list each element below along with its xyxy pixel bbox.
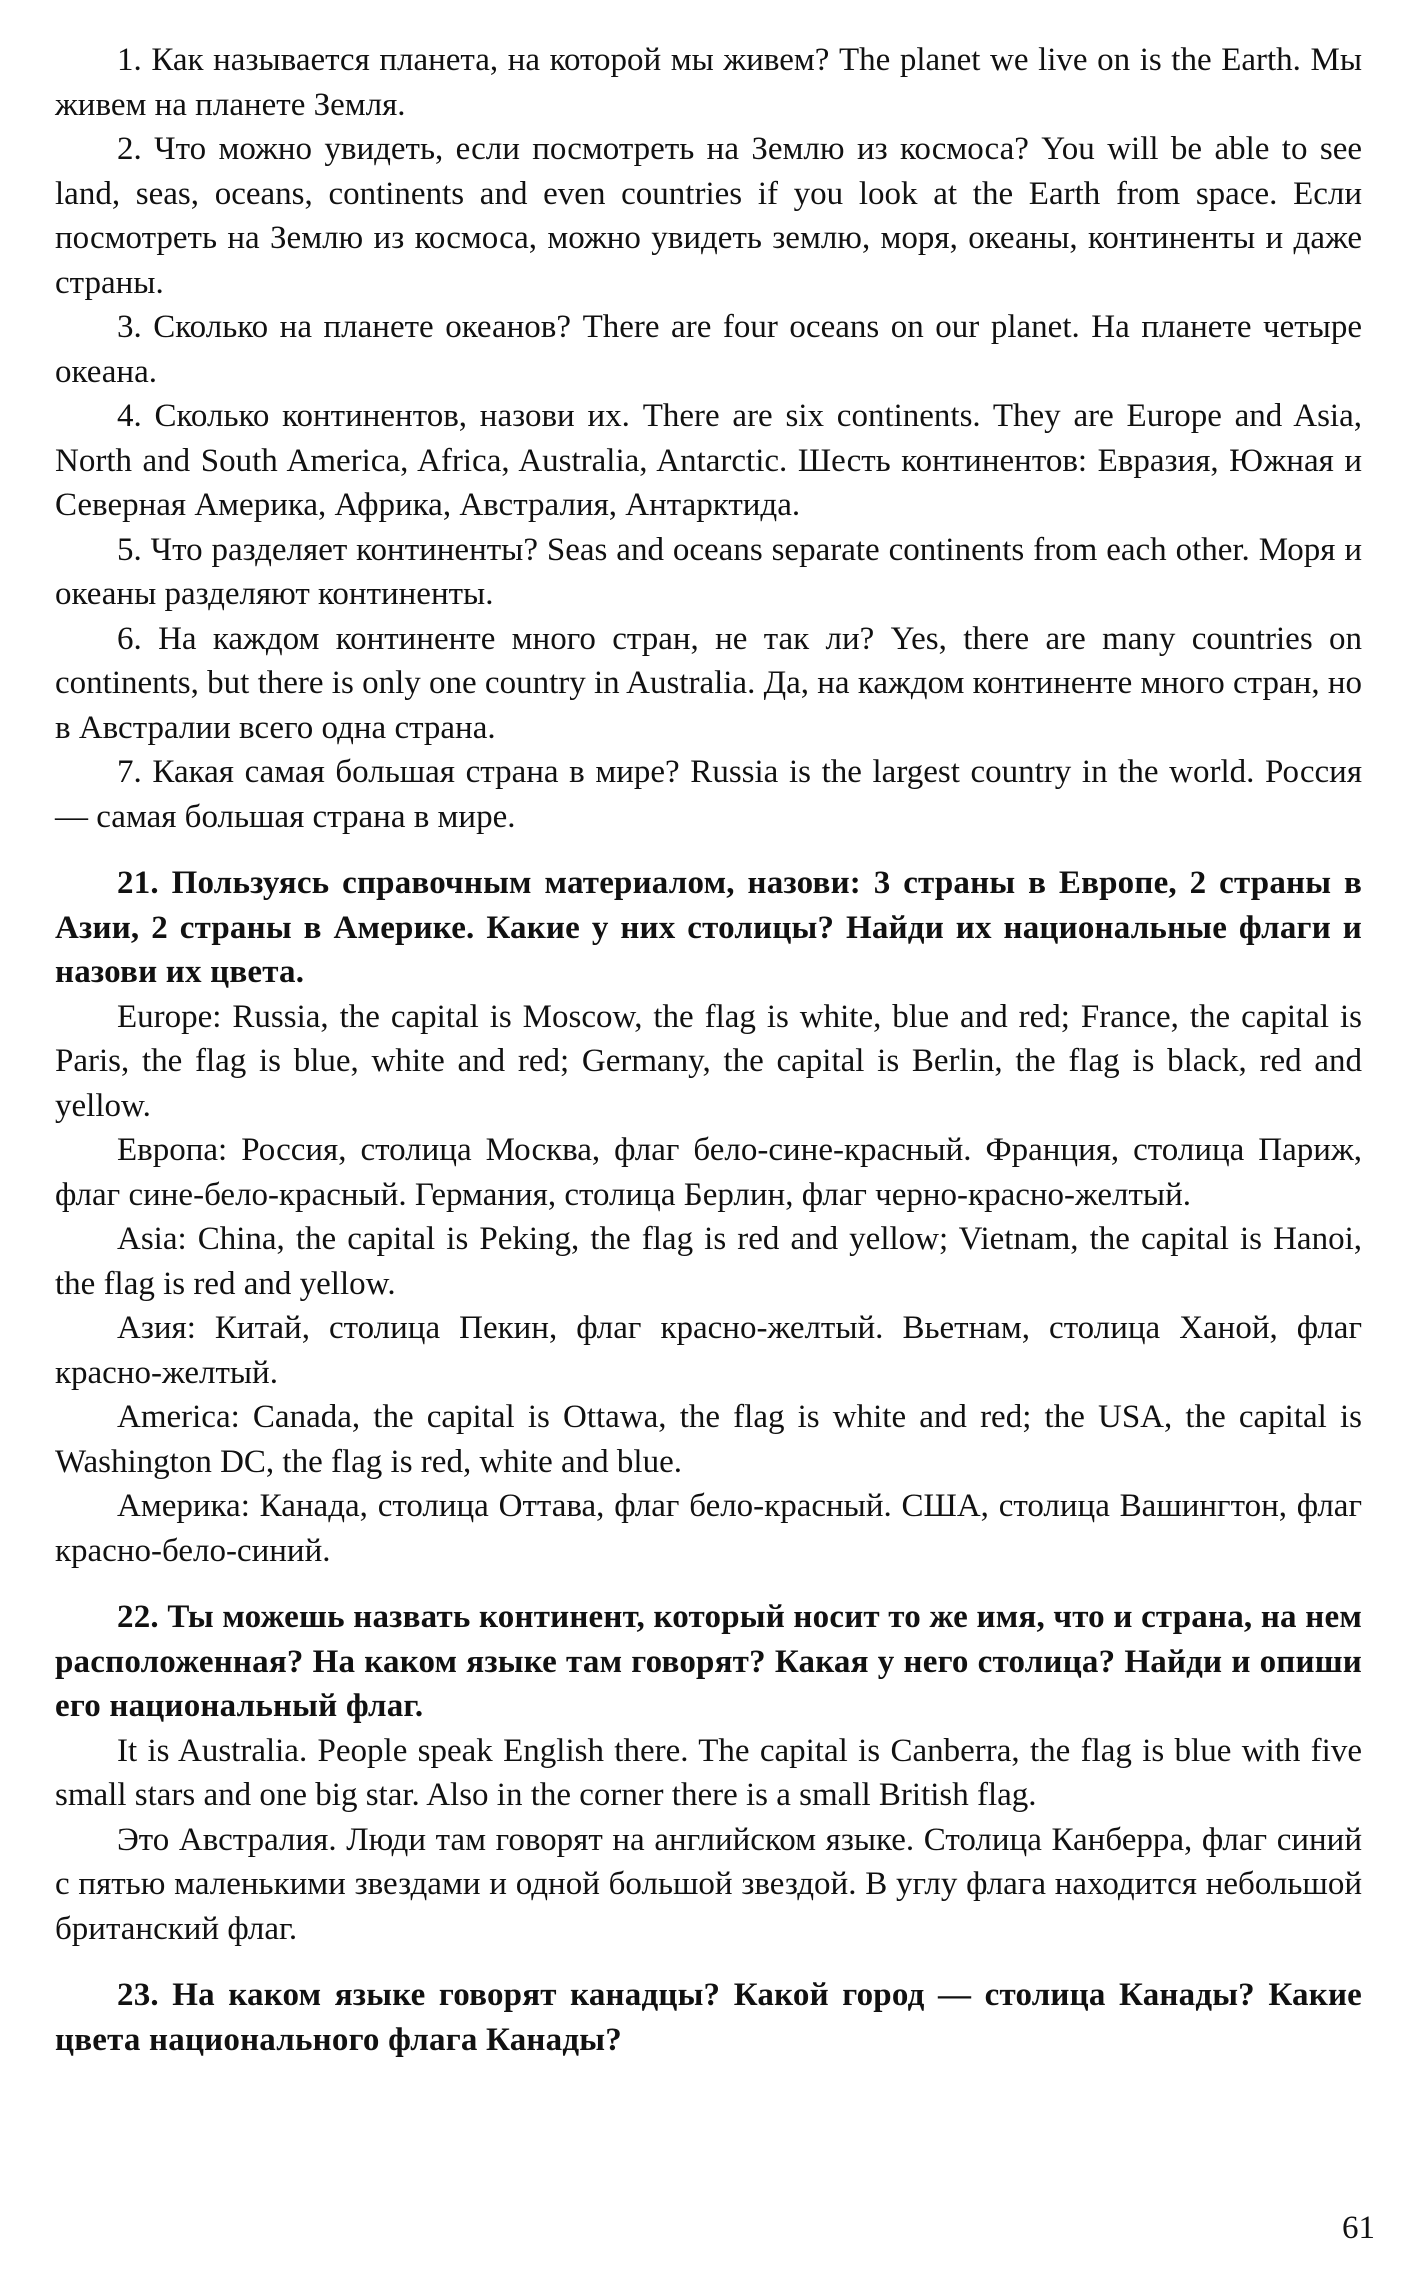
task-21-answer: Америка: Канада, столица Оттава, флаг бело-красный. США, столица Вашингтон, флаг красно-бело-синий.	[55, 1488, 1362, 1569]
task-22-heading: 22. Ты можешь назвать континент, который носит то же имя, что и страна, на нем расположенная? На каком языке там говорят? Какая у него столица? Найди и опиши его национальный флаг.	[55, 1599, 1362, 1724]
answer-paragraph: 5. Что разделяет континенты? Seas and oceans separate continents from each other. Моря и океаны разделяют континенты.	[55, 531, 1362, 612]
answer-paragraph: 4. Сколько континентов, назови их. There are six continents. They are Europe and Asia, North and South America, Africa, Australia, Antarctic. Шесть континентов: Евразия, Южная и Северная Америка, Африка, Австралия, Антарктида.	[55, 398, 1362, 523]
task-21-answer: America: Canada, the capital is Ottawa, the flag is white and red; the USA, the capital is Washington DC, the flag is red, white and blue.	[55, 1399, 1362, 1480]
task-21-heading: 21. Пользуясь справочным материалом, назови: 3 страны в Европе, 2 страны в Азии, 2 страны в Америке. Какие у них столицы? Найди их национальные флаги и назови их цвета.	[55, 865, 1362, 990]
task-21-answer: Азия: Китай, столица Пекин, флаг красно-желтый. Вьетнам, столица Ханой, флаг красно-желтый.	[55, 1310, 1362, 1391]
task-23-heading: 23. На каком языке говорят канадцы? Какой город — столица Канады? Какие цвета национального флага Канады?	[55, 1977, 1362, 2058]
page-number: 61	[1342, 2210, 1375, 2246]
task-22-answer: Это Австралия. Люди там говорят на английском языке. Столица Канберра, флаг синий с пятью маленькими звездами и одной большой звездой. В углу флага находится небольшой британский флаг.	[55, 1821, 1362, 1947]
page-body	[55, 38, 1362, 2062]
answer-paragraph: 6. На каждом континенте много стран, не так ли? Yes, there are many countries on continents, but there is only one country in Australia. Да, на каждом континенте много стран, но в Австралии всего одна страна.	[55, 620, 1362, 746]
task-21-answer: Asia: China, the capital is Peking, the flag is red and yellow; Vietnam, the capital is Hanoi, the flag is red and yellow.	[55, 1221, 1362, 1302]
answer-paragraph: 3. Сколько на планете океанов? There are four oceans on our planet. На планете четыре океана.	[55, 309, 1362, 390]
answer-paragraph: 1. Как называется планета, на которой мы живем? The planet we live on is the Earth. Мы живем на планете Земля.	[55, 42, 1362, 123]
task-22-answer: It is Australia. People speak English there. The capital is Canberra, the flag is blue with five small stars and one big star. Also in the corner there is a small British flag.	[55, 1732, 1362, 1813]
answer-paragraph: 7. Какая самая большая страна в мире? Russia is the largest country in the world. Россия — самая большая страна в мире.	[55, 754, 1362, 835]
task-21-answer: Europe: Russia, the capital is Moscow, the flag is white, blue and red; France, the capital is Paris, the flag is blue, white and red; Germany, the capital is Berlin, the flag is black, red and yellow.	[55, 998, 1362, 1124]
answer-paragraph: 2. Что можно увидеть, если посмотреть на Землю из космоса? You will be able to see land, seas, oceans, continents and even countries if you look at the Earth from space. Если посмотреть на Землю из космоса, можно увидеть землю, моря, океаны, континенты и даже страны.	[55, 131, 1362, 301]
task-21-answer: Европа: Россия, столица Москва, флаг бело-сине-красный. Франция, столица Париж, флаг сине-бело-красный. Германия, столица Берлин, флаг черно-красно-желтый.	[55, 1132, 1362, 1213]
